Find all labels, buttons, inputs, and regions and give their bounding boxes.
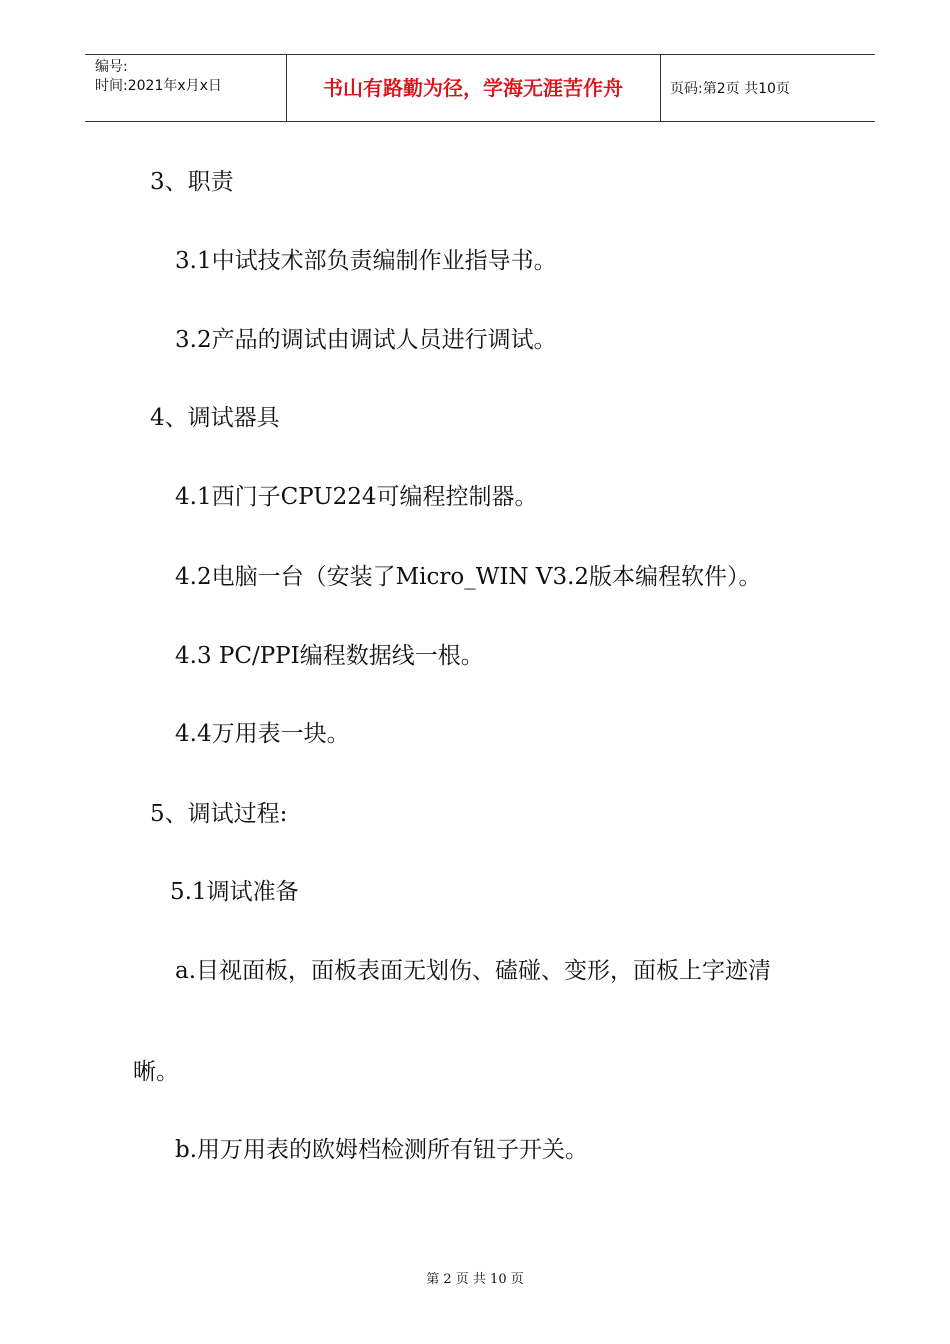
- paragraph-a-continued: 晰。: [133, 1059, 179, 1085]
- paragraph-4-3: 4.3 PC/PPI编程数据线一根。: [175, 643, 484, 669]
- header-number-label: 编号:: [95, 59, 128, 75]
- document-header: [85, 54, 875, 122]
- paragraph-b: b.用万用表的欧姆档检测所有钮子开关。: [175, 1137, 589, 1163]
- paragraph-4-1: 4.1西门子CPU224可编程控制器。: [175, 484, 538, 510]
- section-heading-process: 5、调试过程:: [150, 801, 288, 827]
- section-heading-duties: 3、职责: [150, 169, 234, 195]
- section-heading-tools: 4、调试器具: [150, 405, 280, 431]
- header-meta: [85, 55, 286, 121]
- page-footer: 第 2 页 共 10 页: [426, 1272, 524, 1287]
- header-divider-right: [660, 55, 661, 121]
- subheading-5-1: 5.1调试准备: [170, 879, 299, 905]
- header-motto: 书山有路勤为径，学海无涯苦作舟: [323, 76, 623, 100]
- paragraph-3-2: 3.2产品的调试由调试人员进行调试。: [175, 327, 557, 353]
- header-page-label: 页码:第2页 共10页: [670, 81, 790, 97]
- paragraph-4-2: 4.2电脑一台（安装了Micro_WIN V3.2版本编程软件）。: [175, 564, 762, 590]
- paragraph-4-4: 4.4万用表一块。: [175, 721, 350, 747]
- header-time-label: 时间:2021年x月x日: [95, 78, 222, 94]
- paragraph-3-1: 3.1中试技术部负责编制作业指导书。: [175, 248, 557, 274]
- paragraph-a: a.目视面板，面板表面无划伤、磕碰、变形，面板上字迹清: [175, 958, 772, 984]
